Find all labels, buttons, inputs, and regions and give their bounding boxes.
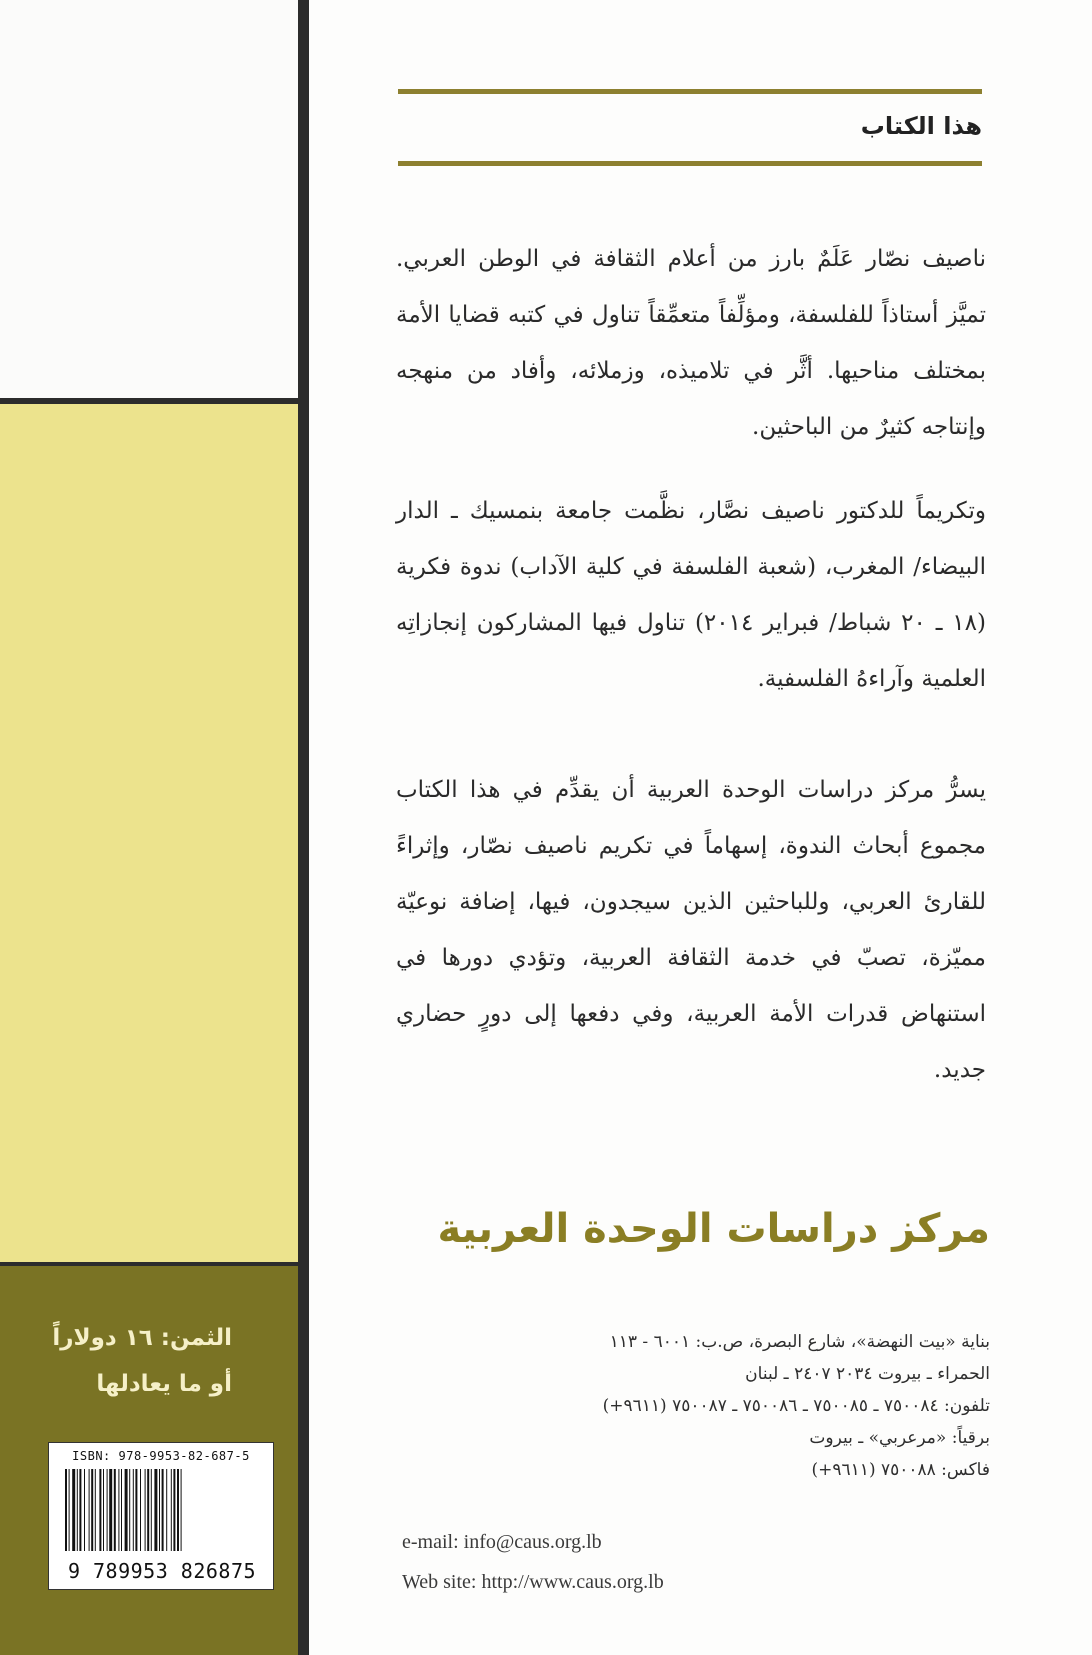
publisher-address	[396, 1326, 990, 1486]
left-cover-strip	[0, 0, 298, 1655]
address-line: الحمراء ـ بيروت ٢٠٣٤ ٢٤٠٧ ـ لبنان	[745, 1364, 990, 1384]
strip-white-band	[0, 0, 298, 403]
phone-line: تلفون: ٧٥٠٠٨٤ ـ ٧٥٠٠٨٥ ـ ٧٥٠٠٨٦ ـ ٧٥٠٠٨٧ (٩٦١١+)	[602, 1396, 990, 1416]
description-paragraph: وتكريماً للدكتور ناصيف نصَّار، نظَّمت جامعة بنمسيك ـ الدار البيضاء/ المغرب، (شعبة الفلسفة في كلية الآداب) ندوة فكرية (١٨ ـ ٢٠ شباط/ فبراير ٢٠١٤) تناول فيها المشاركون إنجازاتِه العلمية وآراءهُ الفلسفية.	[396, 498, 986, 692]
strip-divider-line	[0, 398, 298, 404]
address-line: بناية «بيت النهضة»، شارع البصرة، ص.ب: ٦٠٠١ - ١١٣	[609, 1332, 990, 1352]
heading-rule-top	[398, 89, 982, 94]
email-line: e-mail: info@caus.org.lb	[402, 1531, 602, 1553]
price-label	[36, 1315, 232, 1407]
description-paragraph: ناصيف نصّار عَلَمٌ بارز من أعلام الثقافة في الوطن العربي. تميَّز أستاذاً للفلسفة، ومؤلِّفاً متعمِّقاً تناول في كتبه قضايا الأمة بمختلف مناحيها. أثَّر في تلاميذه، وزملائه، وأفاد من منهجه وإنتاجه كثيرٌ من الباحثين.	[396, 246, 986, 440]
publisher-contact	[402, 1522, 664, 1602]
telegraph-line: برقياً: «مرعربي» ـ بيروت	[809, 1428, 990, 1448]
strip-divider-line	[0, 1262, 298, 1266]
strip-yellow-band	[0, 403, 298, 1264]
spine-border	[298, 0, 309, 1655]
fax-line: فاكس: ٧٥٠٠٨٨ (٩٦١١+)	[811, 1460, 990, 1480]
heading-rule-bottom	[398, 161, 982, 166]
description-paragraph: يسرُّ مركز دراسات الوحدة العربية أن يقدِّم في هذا الكتاب مجموع أبحاث الندوة، إسهاماً في تكريم ناصيف نصّار، وإثراءً للقارئ العربي، وللباحثين الذين سيجدون، فيها، إضافة نوعيّة مميّزة، تصبّ في خدمة الثقافة العربية، وتؤدي دورها في استنهاض قدرات الأمة العربية، وفي دفعها إلى دورٍ حضاري جديد.	[396, 777, 986, 1083]
price-line: الثمن: ١٦ دولاراً	[52, 1325, 232, 1351]
publisher-name: مركز دراسات الوحدة العربية	[437, 1206, 990, 1252]
barcode-icon	[65, 1469, 263, 1551]
website-line: Web site: http://www.caus.org.lb	[402, 1571, 664, 1593]
isbn-barcode	[48, 1442, 274, 1590]
isbn-label: ISBN: 978-9953-82-687-5	[72, 1449, 250, 1463]
isbn-digits: 9 789953 826875	[67, 1559, 257, 1583]
section-heading: هذا الكتاب	[860, 112, 982, 140]
price-equivalent-line: أو ما يعادلها	[96, 1371, 232, 1397]
